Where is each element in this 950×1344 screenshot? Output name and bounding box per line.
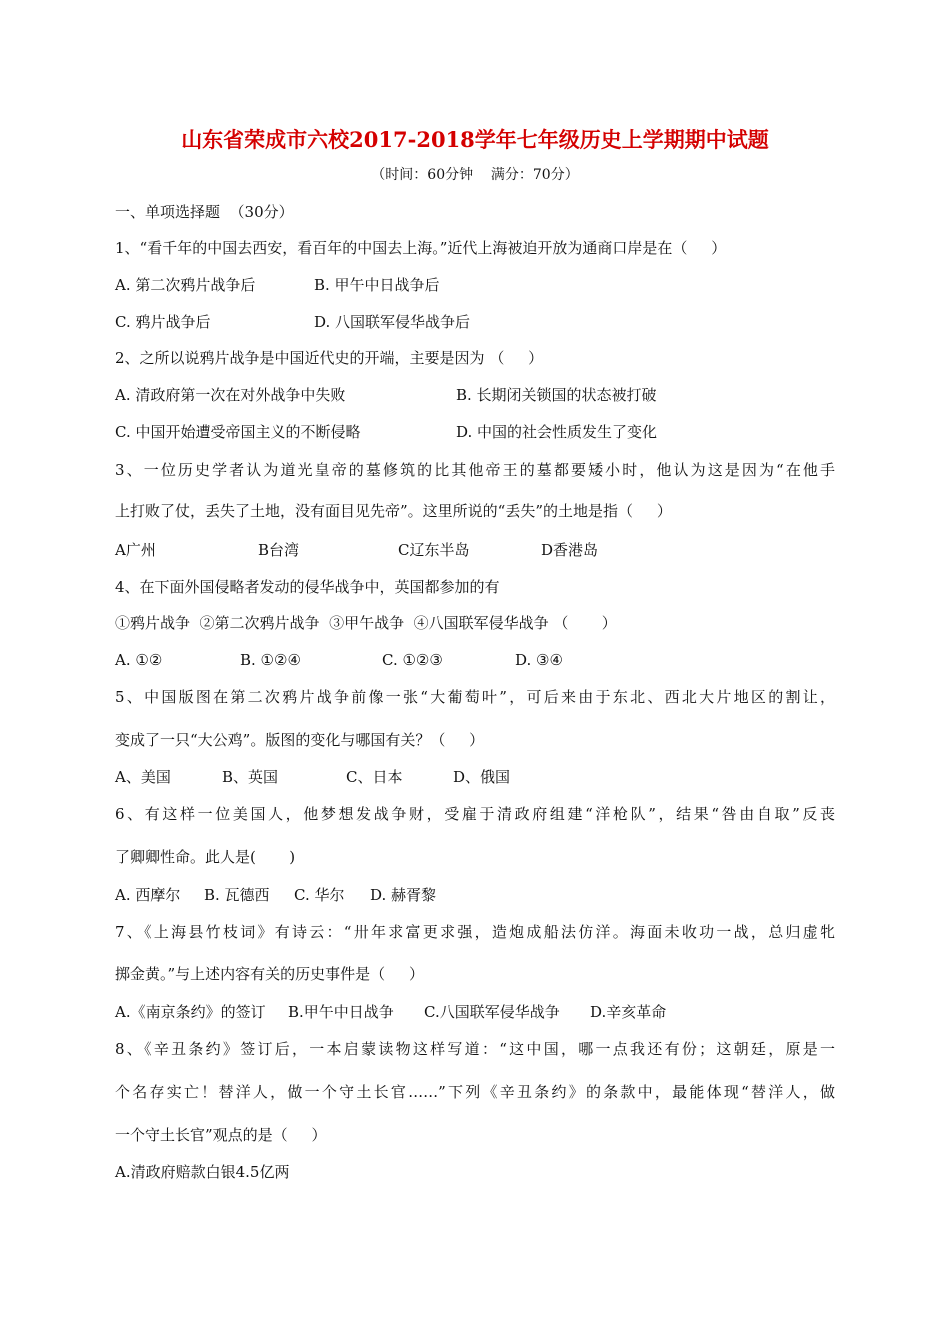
question-3-text-line-1: 3、一位历史学者认为道光皇帝的墓修筑的比其他帝王的墓都要矮小时，他认为这是因为“在他手 (115, 461, 835, 479)
question-6-option-b: B. 瓦德西 (204, 886, 270, 904)
question-3-option-b: B台湾 (258, 541, 300, 559)
question-5-option-d: D、俄国 (453, 768, 511, 786)
question-1-option-c: C. 鸦片战争后 (115, 313, 211, 331)
question-6-option-d: D. 赫胥黎 (370, 886, 437, 904)
question-7-option-c: C.八国联军侵华战争 (424, 1003, 560, 1021)
question-5-text-line-1: 5、中国版图在第二次鸦片战争前像一张“大葡萄叶”，可后来由于东北、西北大片地区的割让， (115, 688, 835, 706)
question-5-option-c: C、日本 (346, 768, 403, 786)
question-6-text-line-1: 6、有这样一位美国人，他梦想发战争财，受雇于清政府组建“洋枪队”，结果“咎由自取”反丧 (115, 805, 835, 823)
question-1-text: 1、“看千年的中国去西安，看百年的中国去上海。”近代上海被迫开放为通商口岸是在（ ） (115, 239, 727, 257)
question-8-text-line-1: 8、《辛丑条约》签订后，一本启蒙读物这样写道：“这中国，哪一点我还有份；这朝廷，原是一 (115, 1040, 835, 1058)
question-8-text-line-2: 个名存实亡！替洋人，做一个守土长官……”下列《辛丑条约》的条款中，最能体现“替洋人，做 (115, 1083, 835, 1101)
question-5-text-line-2: 变成了一只“大公鸡”。版图的变化与哪国有关？（ ） (115, 731, 485, 749)
exam-info: （时间：60分钟 满分：70分） (371, 167, 579, 183)
question-4-option-a: A. ①② (115, 651, 163, 669)
question-2-option-c: C. 中国开始遭受帝国主义的不断侵略 (115, 423, 361, 441)
question-2-option-d: D. 中国的社会性质发生了变化 (456, 423, 658, 441)
question-3-option-a: A广州 (115, 541, 156, 559)
question-2-text: 2、之所以说鸦片战争是中国近代史的开端，主要是因为 （ ） (115, 349, 544, 367)
question-1-option-a: A. 第二次鸦片战争后 (115, 276, 256, 294)
question-3-option-d: D香港岛 (541, 541, 599, 559)
question-7-text-line-2: 掷金黄。”与上述内容有关的历史事件是（ ） (115, 965, 425, 983)
question-3-option-c: C辽东半岛 (398, 541, 470, 559)
question-6-text-line-2: 了卿卿性命。此人是( ) (115, 848, 296, 866)
question-2-option-a: A. 清政府第一次在对外战争中失败 (115, 386, 346, 404)
question-4-text-line-2: ①鸦片战争 ②第二次鸦片战争 ③甲午战争 ④八国联军侵华战争 （ ） (115, 614, 617, 632)
question-4-option-b: B. ①②④ (240, 651, 301, 669)
question-5-option-b: B、英国 (222, 768, 279, 786)
question-6-option-a: A. 西摩尔 (115, 886, 181, 904)
question-8-option-a: A.清政府赔款白银4.5亿两 (115, 1163, 290, 1181)
question-2-option-b: B. 长期闭关锁国的状态被打破 (456, 386, 657, 404)
question-4-text-line-1: 4、在下面外国侵略者发动的侵华战争中，英国都参加的有 (115, 578, 500, 596)
question-4-option-c: C. ①②③ (382, 651, 443, 669)
question-7-option-d: D.辛亥革命 (590, 1003, 667, 1021)
section-heading: 一、单项选择题 （30分） (115, 203, 294, 221)
question-7-option-b: B.甲午中日战争 (288, 1003, 394, 1021)
question-4-option-d: D. ③④ (515, 651, 563, 669)
question-3-text-line-2: 上打败了仗，丢失了土地，没有面目见先帝”。这里所说的“丢失”的土地是指（ ） (115, 502, 672, 520)
page-title: 山东省荣成市六校2017-2018学年七年级历史上学期期中试题 (181, 127, 769, 152)
question-5-option-a: A、美国 (115, 768, 171, 786)
question-7-text-line-1: 7、《上海县竹枝词》有诗云：“卅年求富更求强，造炮成船法仿洋。海面未收功一战，总归虚牝 (115, 923, 835, 941)
question-7-option-a: A.《南京条约》的签订 (115, 1003, 266, 1021)
question-1-option-b: B. 甲午中日战争后 (314, 276, 440, 294)
question-1-option-d: D. 八国联军侵华战争后 (314, 313, 471, 331)
question-6-option-c: C. 华尔 (294, 886, 345, 904)
question-8-text-line-3: 一个守土长官”观点的是（ ） (115, 1126, 327, 1144)
